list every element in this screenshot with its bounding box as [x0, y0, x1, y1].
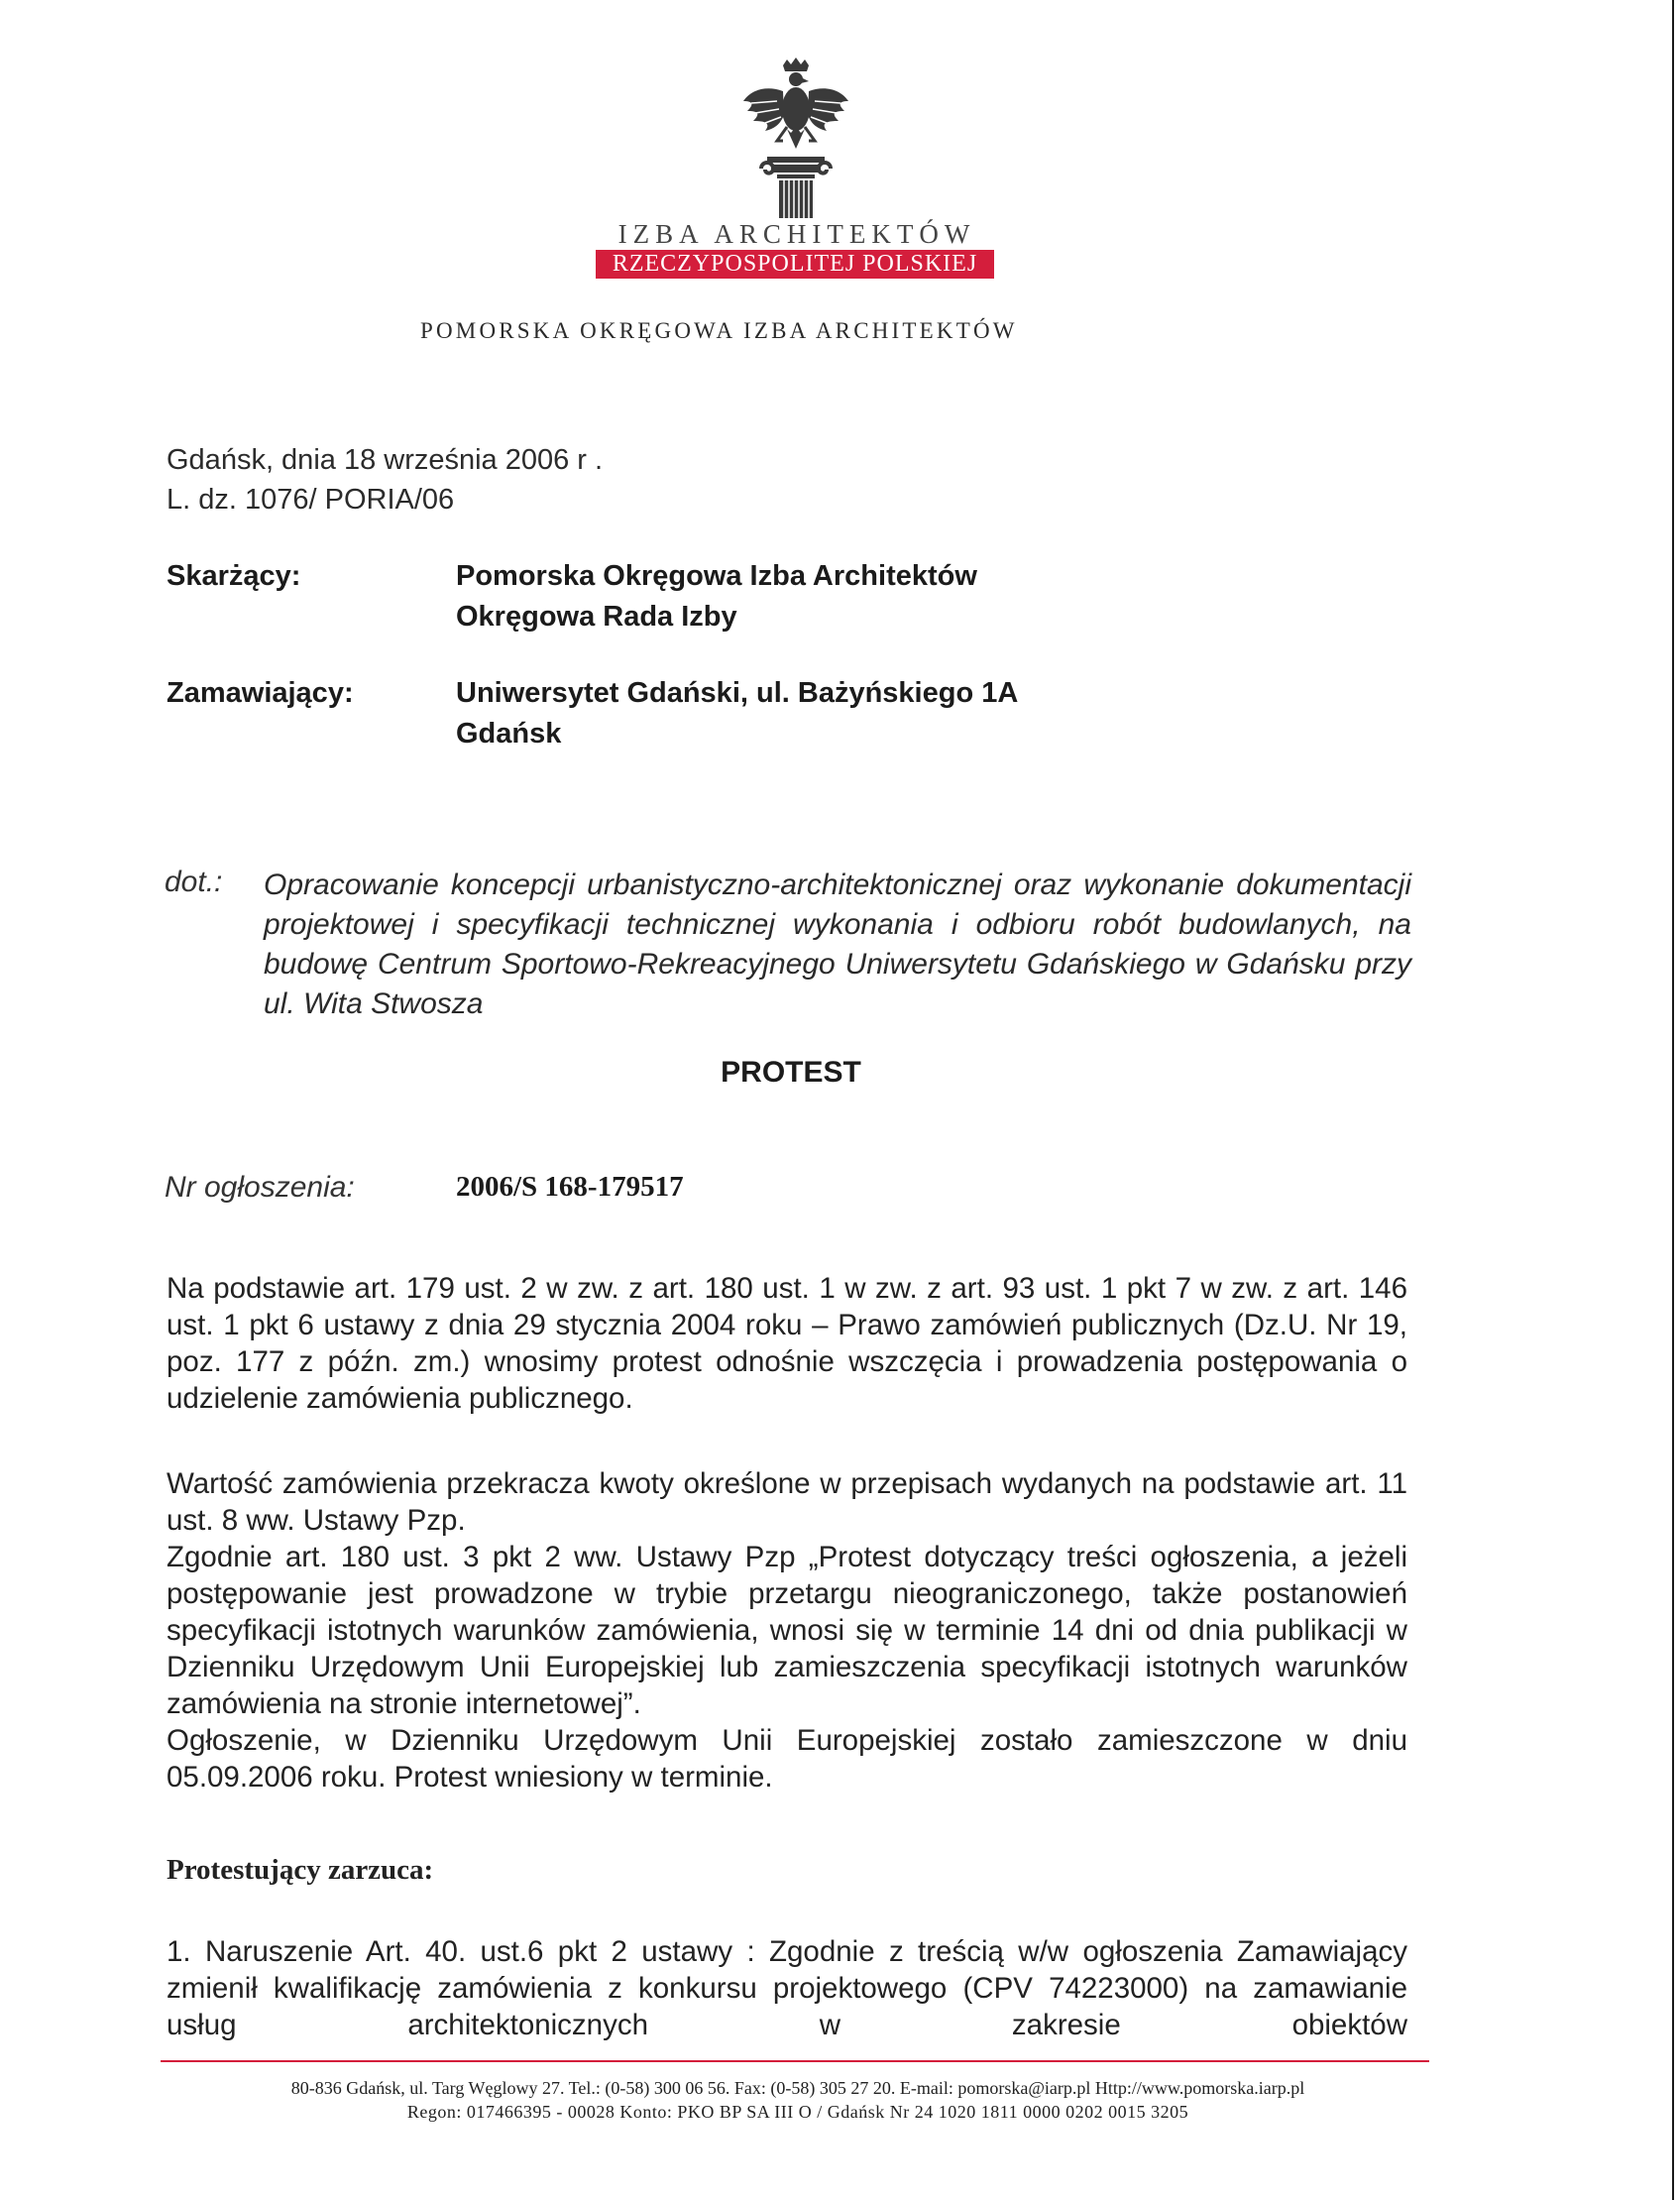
place-date: Gdańsk, dnia 18 września 2006 r .	[167, 444, 604, 476]
value-paragraph: Wartość zamówienia przekracza kwoty określone w przepisach wydanych na podstawie art. 11 ust. 8 ww. Ustawy Pzp.	[167, 1467, 1407, 1537]
eagle-emblem-logo	[737, 58, 854, 220]
footer-bank-line: Regon: 017466395 - 00028 Konto: PKO BP SA III O / Gdańsk Nr 24 1020 1811 0000 0202 0015 3205	[406, 2102, 1189, 2122]
subject-text: Opracowanie koncepcji urbanistyczno-architektonicznej oraz wykonanie dokumentacji projektowej i specyfikacji technicznej wykonania i odbioru robót budowlanych, na budowę Centrum Sportowo-Rekreacyjnego Uniwersytetu Gdańskiego w Gdańsku przy ul. Wita Stwosza	[264, 868, 1411, 1020]
legal-basis-paragraph: Na podstawie art. 179 ust. 2 w zw. z art. 180 ust. 1 w zw. z art. 93 ust. 1 pkt 7 w zw. z art. 146 ust. 1 pkt 6 ustawy z dnia 29 stycznia 2004 roku – Prawo zamówień publicznych (Dz.U. Nr 19, poz. 177 z późn. zm.) wnosimy protest odnośnie wszczęcia i prowadzenia postępowania o udzielenie zamówienia publicznego.	[167, 1272, 1407, 1415]
complainant-line1: Pomorska Okręgowa Izba Architektów	[456, 560, 977, 592]
complainant-value	[456, 556, 977, 637]
contracting-line1: Uniwersytet Gdański, ul. Bażyńskiego 1A	[456, 677, 1019, 709]
footer-contact-line: 80-836 Gdańsk, ul. Targ Węglowy 27. Tel.: (0-58) 300 06 56. Fax: (0-58) 305 27 20. E-mail: pomorska@iarp.pl Http://www.pomorska.iarp.pl	[290, 2078, 1305, 2098]
publication-paragraph: Ogłoszenie, w Dzienniku Urzędowym Unii Europejskiej zostało zamieszczone w dniu 05.09.2006 roku. Protest wniesiony w terminie.	[167, 1724, 1407, 1794]
contracting-label: Zamawiający:	[167, 677, 354, 709]
scan-edge-line	[1672, 0, 1674, 2200]
notice-number-label: Nr ogłoszenia:	[165, 1171, 355, 1204]
notice-number-value: 2006/S 168-179517	[456, 1171, 684, 1203]
contracting-value	[456, 673, 1018, 754]
document-title: PROTEST	[721, 1056, 861, 1089]
charge-point-1: 1. Naruszenie Art. 40. ust.6 pkt 2 ustawy : Zgodnie z treścią w/w ogłoszenia Zamawiający zmienił kwalifikację zamówienia z konkursu projektowego (CPV 74223000) na zamawianie usług architektonicznych w zakresie obiektów	[167, 1935, 1407, 2041]
charges-heading: Protestujący zarzuca:	[167, 1854, 434, 1886]
deadline-quote-paragraph: Zgodnie art. 180 ust. 3 pkt 2 ww. Ustawy Pzp „Protest dotyczący treści ogłoszenia, a jeżeli postępowanie jest prowadzone w trybie przetargu nieograniczonego, także postanowień specyfikacji istotnych warunków zamówienia, wnosi się w terminie 14 dni od dnia publikacji w Dzienniku Urzędowym Unii Europejskiej lub zamieszczenia specyfikacji istotnych warunków zamówienia na stronie internetowej”.	[167, 1541, 1407, 1720]
complainant-label: Skarżący:	[167, 560, 301, 592]
complainant-line2: Okręgowa Rada Izby	[456, 601, 737, 633]
footer-divider	[161, 2060, 1429, 2062]
subject-label: dot.:	[165, 866, 223, 898]
chamber-subheading: POMORSKA OKRĘGOWA IZBA ARCHITEKTÓW	[420, 318, 1018, 343]
contracting-line2: Gdańsk	[456, 718, 562, 750]
org-name-line2-banner: RZECZYPOSPOLITEJ POLSKIEJ	[596, 250, 994, 279]
reference-number: L. dz. 1076/ PORIA/06	[167, 484, 455, 516]
org-name-line1: IZBA ARCHITEKTÓW	[617, 219, 976, 249]
